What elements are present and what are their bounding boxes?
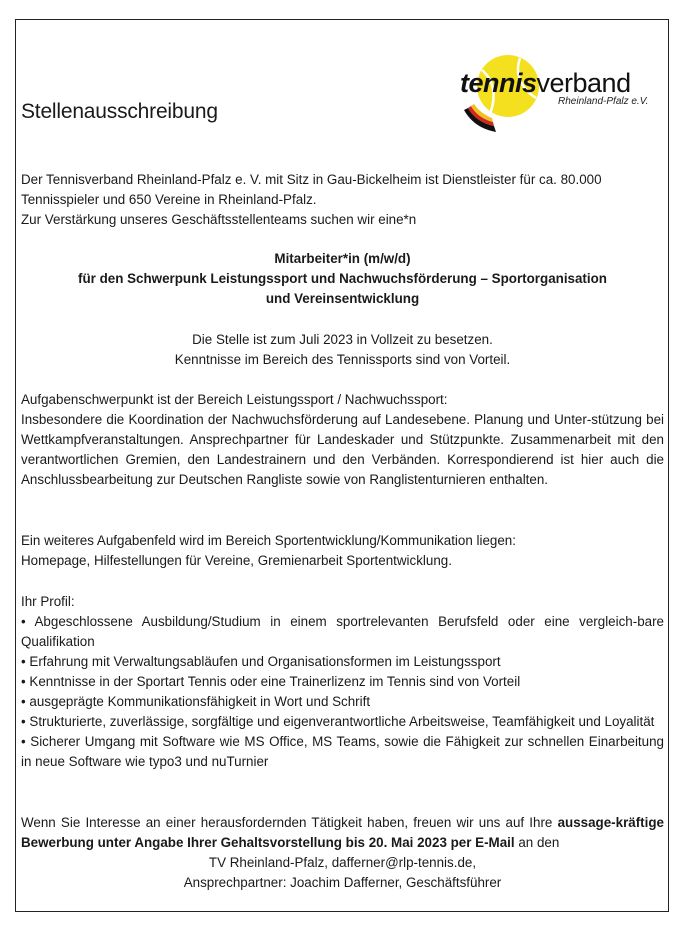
closing-text-end: an den bbox=[514, 835, 560, 850]
availability-line: Die Stelle ist zum Juli 2023 in Vollzeit zu besetzen. bbox=[192, 332, 493, 347]
page-title: Stellenausschreibung bbox=[21, 100, 218, 123]
tasks-lead: Aufgabenschwerpunkt ist der Bereich Leistungssport / Nachwuchssport: bbox=[21, 392, 448, 407]
closing-contact-person: Ansprechpartner: Joachim Dafferner, Geschäftsführer bbox=[183, 875, 502, 890]
logo-word-bold: tennis bbox=[460, 68, 537, 98]
tasks-paragraph bbox=[21, 390, 664, 490]
further-tasks-paragraph bbox=[21, 531, 664, 571]
logo-subtitle: Rheinland-Pfalz e.V. bbox=[558, 96, 649, 107]
availability-line: Kenntnisse im Bereich des Tennissports sind von Vorteil. bbox=[174, 352, 511, 367]
profile-item: • Kenntnisse in der Sportart Tennis oder eine Trainerlizenz im Tennis sind von Vorteil bbox=[21, 674, 521, 689]
intro-paragraph bbox=[21, 170, 664, 230]
position-title-line: für den Schwerpunk Leistungssport und Nachwuchsförderung – Sportorganisation bbox=[78, 271, 607, 286]
profile-item: • Abgeschlossene Ausbildung/Studium in einem sportrelevanten Berufsfeld oder eine vergleich-bare Qualifikation bbox=[21, 614, 664, 649]
profile-item: • Sicherer Umgang mit Software wie MS Office, MS Teams, sowie die Fähigkeit zur schnellen Einarbeitung in neue Software wie typo3 und nuTurnier bbox=[21, 734, 664, 769]
further-line: Ein weiteres Aufgabenfeld wird im Bereich Sportentwicklung/Kommunikation liegen: bbox=[21, 533, 516, 548]
position-title-line: Mitarbeiter*in (m/w/d) bbox=[274, 251, 411, 266]
profile-lead: Ihr Profil: bbox=[21, 594, 75, 609]
closing-contact: TV Rheinland-Pfalz, dafferner@rlp-tennis.de, bbox=[208, 855, 477, 870]
profile-item: • ausgeprägte Kommunikationsfähigkeit in Wort und Schrift bbox=[21, 694, 371, 709]
position-title-line: und Vereinsentwicklung bbox=[265, 291, 420, 306]
closing-sentence bbox=[21, 813, 664, 853]
closing-text: Wenn Sie Interesse an einer herausfordernden Tätigkeit haben, freuen wir uns auf Ihre bbox=[21, 815, 558, 830]
position-title bbox=[21, 249, 664, 309]
availability-paragraph bbox=[21, 330, 664, 370]
closing-paragraph bbox=[21, 813, 664, 893]
further-line: Homepage, Hilfestellungen für Vereine, Gremienarbeit Sportentwicklung. bbox=[21, 553, 452, 568]
tennisverband-logo bbox=[460, 52, 648, 130]
intro-line: Tennisspieler und 650 Vereine in Rheinland-Pfalz. bbox=[21, 192, 317, 207]
closing-emphasis: aussage-kräftige Bewerbung unter Angabe Ihrer Gehaltsvorstellung bis 20. Mai 2023 per E-Mail bbox=[21, 815, 664, 850]
logo-wordmark bbox=[460, 68, 631, 98]
profile-section bbox=[21, 592, 664, 772]
profile-item: • Erfahrung mit Verwaltungsabläufen und Organisationsformen im Leistungssport bbox=[21, 654, 501, 669]
tasks-body: Insbesondere die Koordination der Nachwuchsförderung auf Landesebene. Planung und Unter-stützung bei Wettkampfveranstaltungen. Ansprechpartner für Landeskader und Stützpunkte. Zusammenarbeit mit den verantwortlichen Gremien, den Landestrainern und den Verbänden. Korrespondierend ist hier auch die Anschlussbearbeitung zur Deutschen Rangliste sowie von Ranglistenturnieren enthalten. bbox=[21, 412, 664, 487]
intro-line: Der Tennisverband Rheinland-Pfalz e. V. mit Sitz in Gau-Bickelheim ist Dienstleister für ca. 80.000 bbox=[21, 172, 602, 187]
profile-item: • Strukturierte, zuverlässige, sorgfältige und eigenverantwortliche Arbeitsweise, Teamfähigkeit und Loyalität bbox=[21, 714, 655, 729]
logo-word-regular: verband bbox=[536, 68, 631, 98]
intro-line: Zur Verstärkung unseres Geschäftsstellenteams suchen wir eine*n bbox=[21, 212, 417, 227]
